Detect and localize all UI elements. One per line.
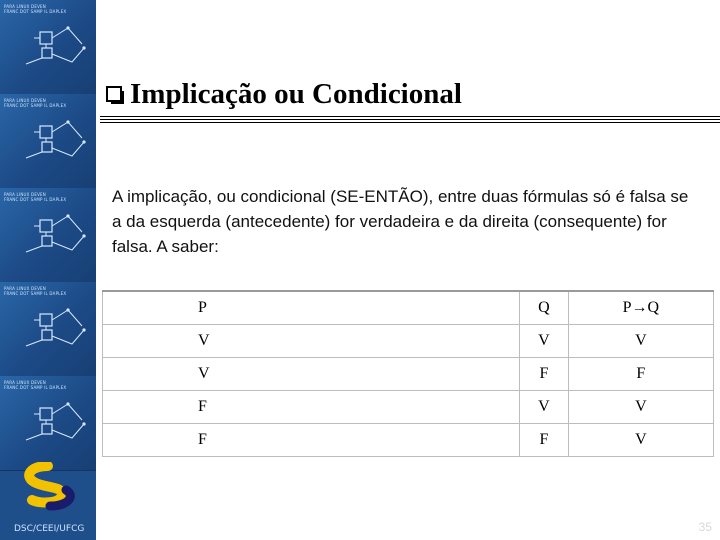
- table-cell: F: [103, 391, 520, 424]
- table-header-cell: P: [103, 291, 520, 325]
- blueprint-tile: [0, 282, 96, 377]
- tile-caption: PARA LINUX DEVEN: [4, 98, 46, 103]
- tile-caption: FRANC DOT SAMP IL DAPLEX: [4, 291, 67, 296]
- blueprint-diagram-icon: [6, 296, 90, 372]
- table-cell: F: [103, 424, 520, 457]
- tile-caption: PARA LINUX DEVEN: [4, 192, 46, 197]
- table-cell: V: [103, 325, 520, 358]
- table-row: [103, 325, 714, 358]
- table-cell: V: [568, 391, 713, 424]
- table-cell: V: [520, 391, 569, 424]
- blueprint-tile: [0, 188, 96, 283]
- slide-title: Implicação ou Condicional: [130, 78, 462, 110]
- table-cell: F: [520, 358, 569, 391]
- truth-table: [102, 290, 714, 457]
- strip-footer: DSC/CEEI/UFCG: [14, 524, 85, 534]
- tile-caption: PARA LINUX DEVEN: [4, 380, 46, 385]
- blueprint-tile: [0, 376, 96, 471]
- blueprint-diagram-icon: [6, 108, 90, 184]
- tile-caption: FRANC DOT SAMP IL DAPLEX: [4, 197, 67, 202]
- table-row: [103, 424, 714, 457]
- tile-caption: PARA LINUX DEVEN: [4, 286, 46, 291]
- blueprint-diagram-icon: [6, 390, 90, 466]
- title-row: [106, 78, 462, 111]
- left-decorative-strip: [0, 0, 96, 540]
- tile-caption: PARA LINUX DEVEN: [4, 4, 46, 9]
- slide-body-text: A implicação, ou condicional (SE-ENTÃO), entre duas fórmulas só é falsa se a da esquerda (antecedente) for verdadeira e da direita (consequente) for falsa. A saber:: [112, 187, 689, 256]
- table-cell: V: [568, 424, 713, 457]
- table-cell: F: [568, 358, 713, 391]
- table-row: [103, 391, 714, 424]
- table-cell: F: [520, 424, 569, 457]
- page-number: 35: [698, 520, 712, 534]
- table-header-cell: Q: [520, 291, 569, 325]
- blueprint-diagram-icon: [6, 14, 90, 90]
- blueprint-tile: [0, 94, 96, 189]
- checkbox-bullet-icon: [106, 86, 124, 104]
- blueprint-tile: [0, 0, 96, 95]
- blueprint-diagram-icon: [6, 202, 90, 278]
- table-header-cell: P→Q: [568, 291, 713, 325]
- table-cell: V: [568, 325, 713, 358]
- table-cell: V: [103, 358, 520, 391]
- table-header-row: [103, 291, 714, 325]
- tile-caption: FRANC DOT SAMP IL DAPLEX: [4, 103, 67, 108]
- table-row: [103, 358, 714, 391]
- logo-icon: [10, 462, 90, 524]
- tile-caption: FRANC DOT SAMP IL DAPLEX: [4, 385, 67, 390]
- tile-caption: FRANC DOT SAMP IL DAPLEX: [4, 9, 67, 14]
- title-rule: [100, 116, 720, 126]
- table-cell: V: [520, 325, 569, 358]
